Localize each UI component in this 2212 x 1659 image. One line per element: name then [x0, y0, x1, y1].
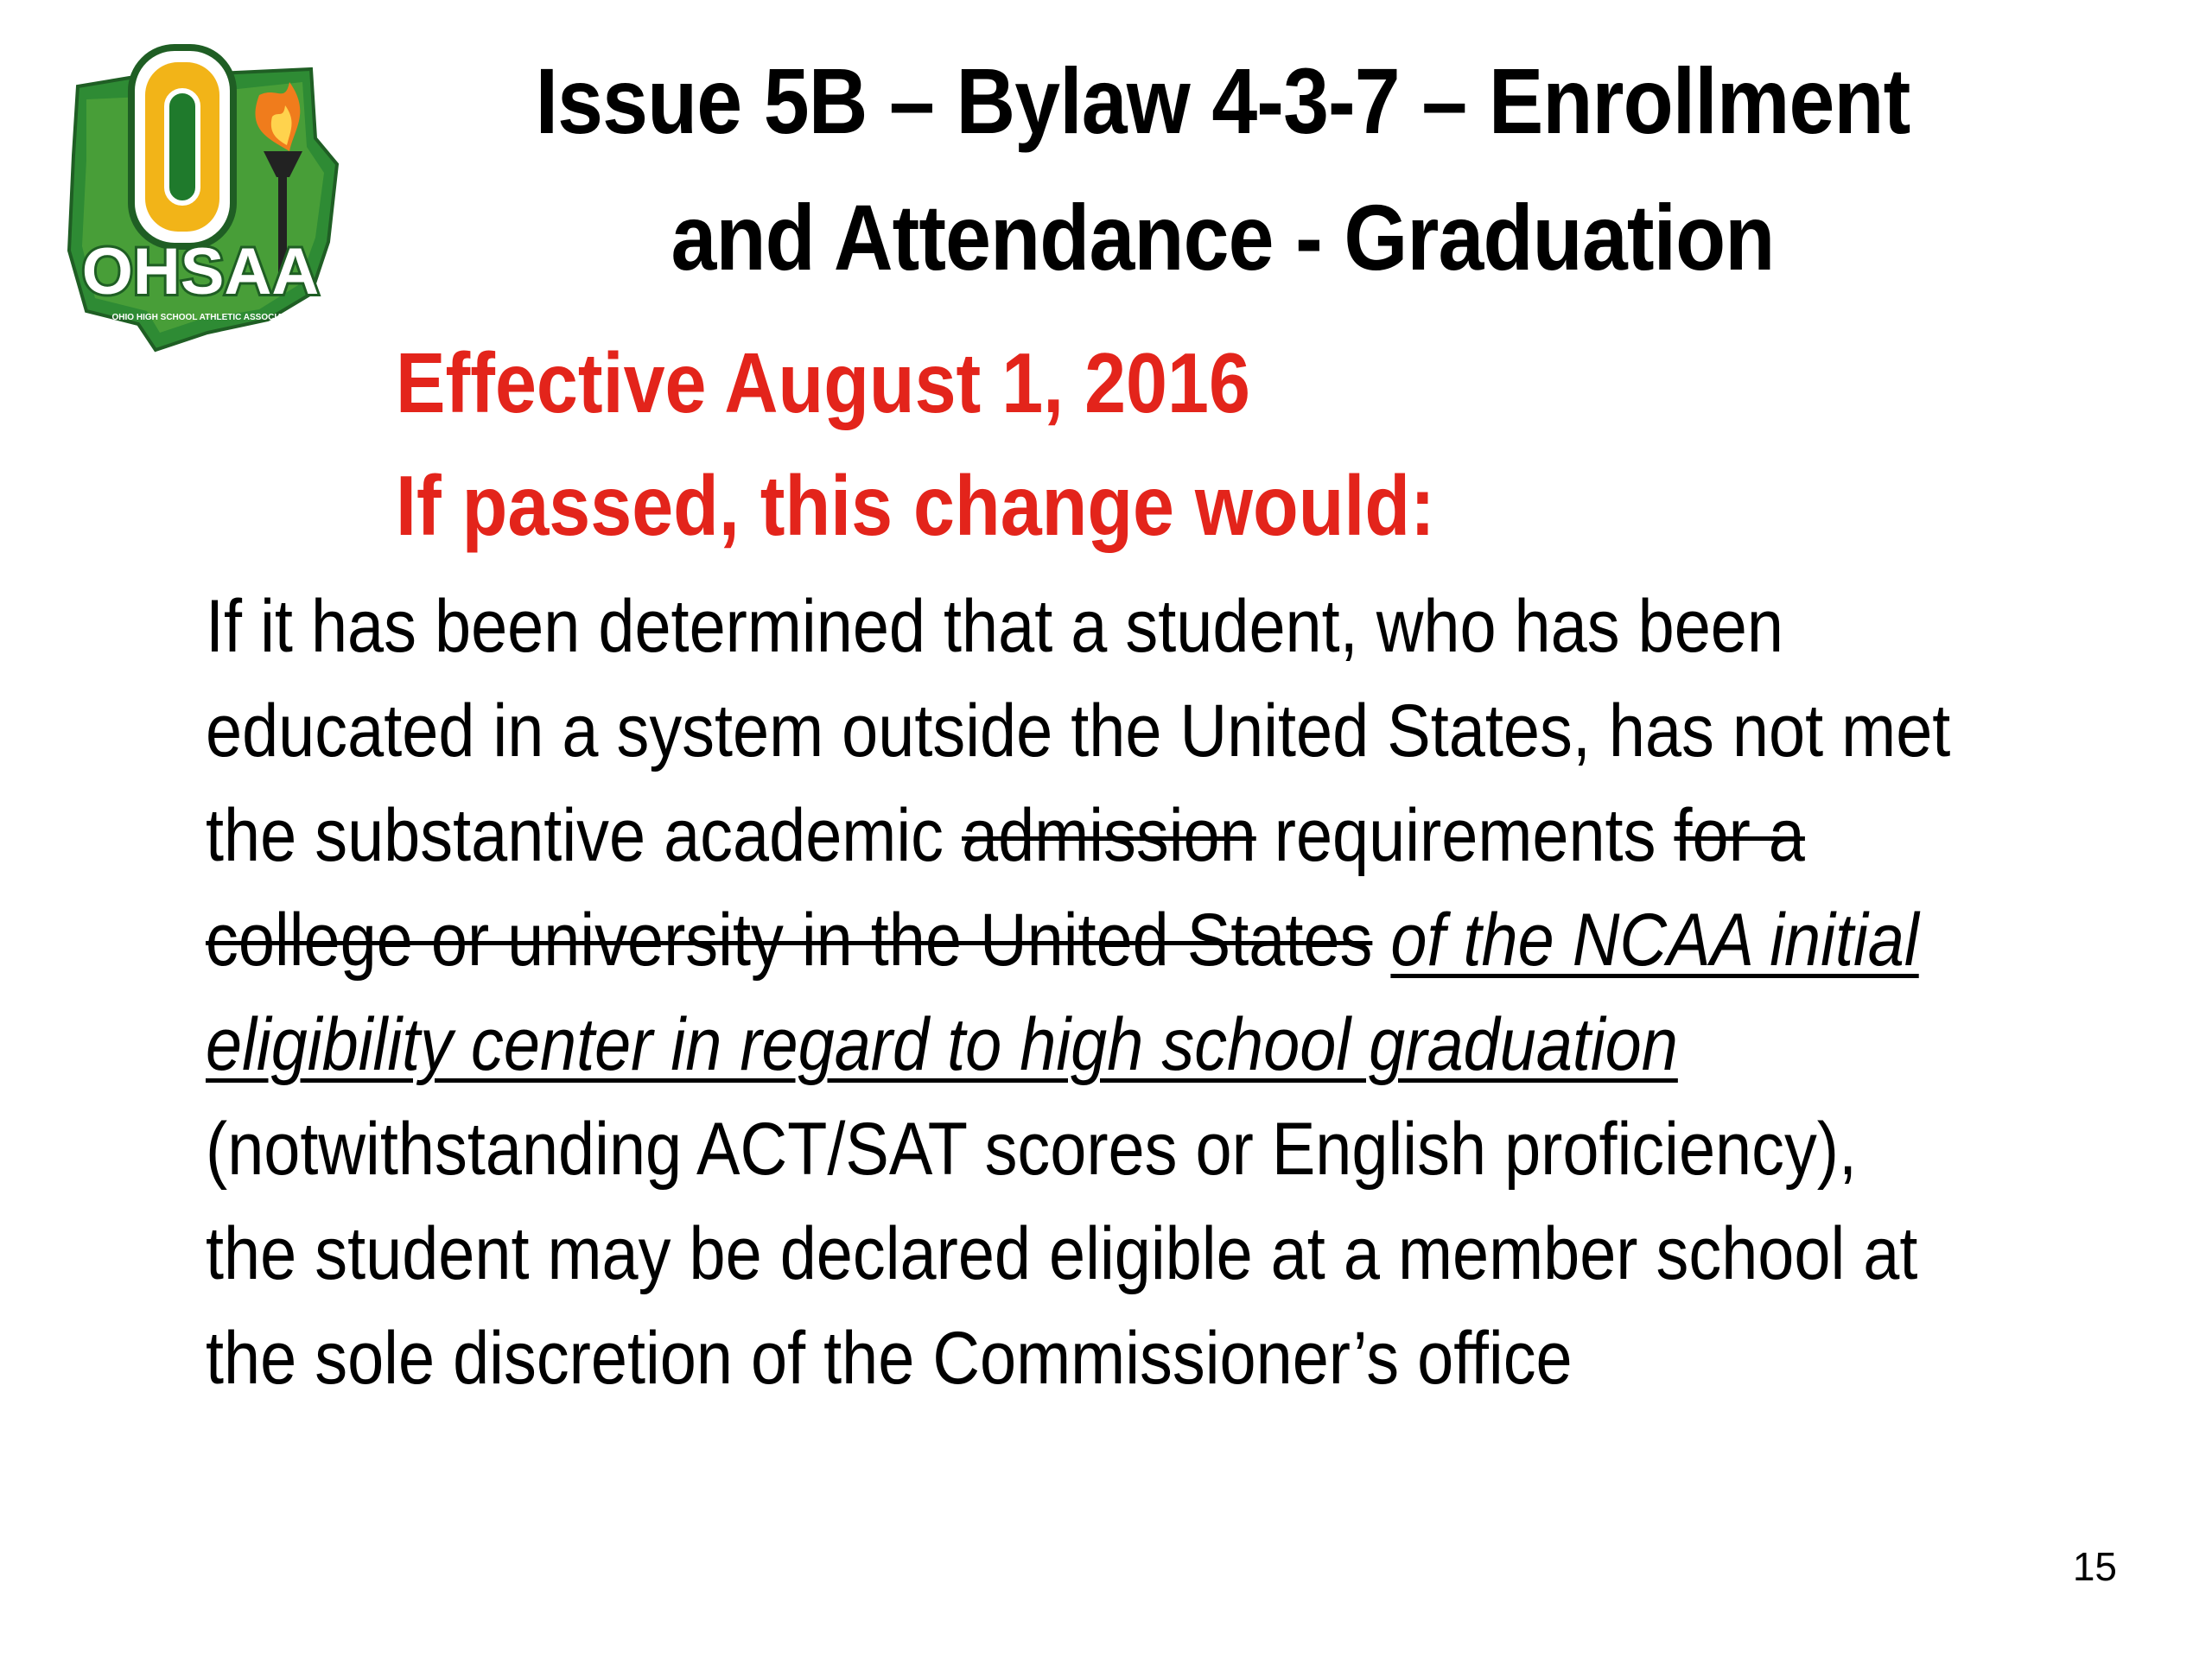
bylaw-line-5	[206, 993, 2076, 1097]
logo-tagline: OHIO HIGH SCHOOL ATHLETIC ASSOCIATION	[111, 313, 303, 322]
inserted-text: eligibility center in regard to high school graduation	[206, 1003, 1678, 1086]
slide-subtitle	[396, 321, 1612, 567]
bylaw-line-2: educated in a system outside the United States, has not met	[206, 690, 1951, 772]
change-intro: If passed, this change would:	[396, 458, 1435, 553]
effective-date: Effective August 1, 2016	[396, 335, 1250, 430]
slide-title-line-2: and Attendance - Graduation	[671, 185, 1775, 289]
slide-title-line-1: Issue 5B – Bylaw 4-3-7 – Enrollment	[535, 48, 1910, 153]
deleted-text: for a	[1674, 794, 1805, 877]
bylaw-line-7: the student may be declared eligible at a member school at	[206, 1212, 1918, 1295]
deleted-text: college or university in the United States	[206, 899, 1373, 982]
slide-title	[489, 33, 1956, 306]
deleted-text: admission	[962, 794, 1256, 877]
page-number: 15	[2072, 1544, 2117, 1589]
bylaw-line-8: the sole discretion of the Commissioner’s office	[206, 1317, 1573, 1400]
bylaw-line-3	[206, 784, 2076, 888]
bylaw-text-run	[1372, 899, 1390, 982]
logo-wordmark: OHSAA	[81, 235, 320, 308]
inserted-text: of the NCAA initial	[1390, 899, 1919, 982]
ohsaa-logo	[52, 35, 354, 354]
bylaw-text-run: requirements	[1255, 794, 1675, 877]
bylaw-line-1: If it has been determined that a student, who has been	[206, 585, 1783, 668]
bylaw-line-6: (notwithstanding ACT/SAT scores or English proficiency),	[206, 1108, 1858, 1191]
bylaw-text-run: the substantive academic	[206, 794, 963, 877]
big-o-letter	[131, 48, 233, 246]
bylaw-text	[206, 575, 2076, 1411]
bylaw-line-4	[206, 888, 2076, 993]
